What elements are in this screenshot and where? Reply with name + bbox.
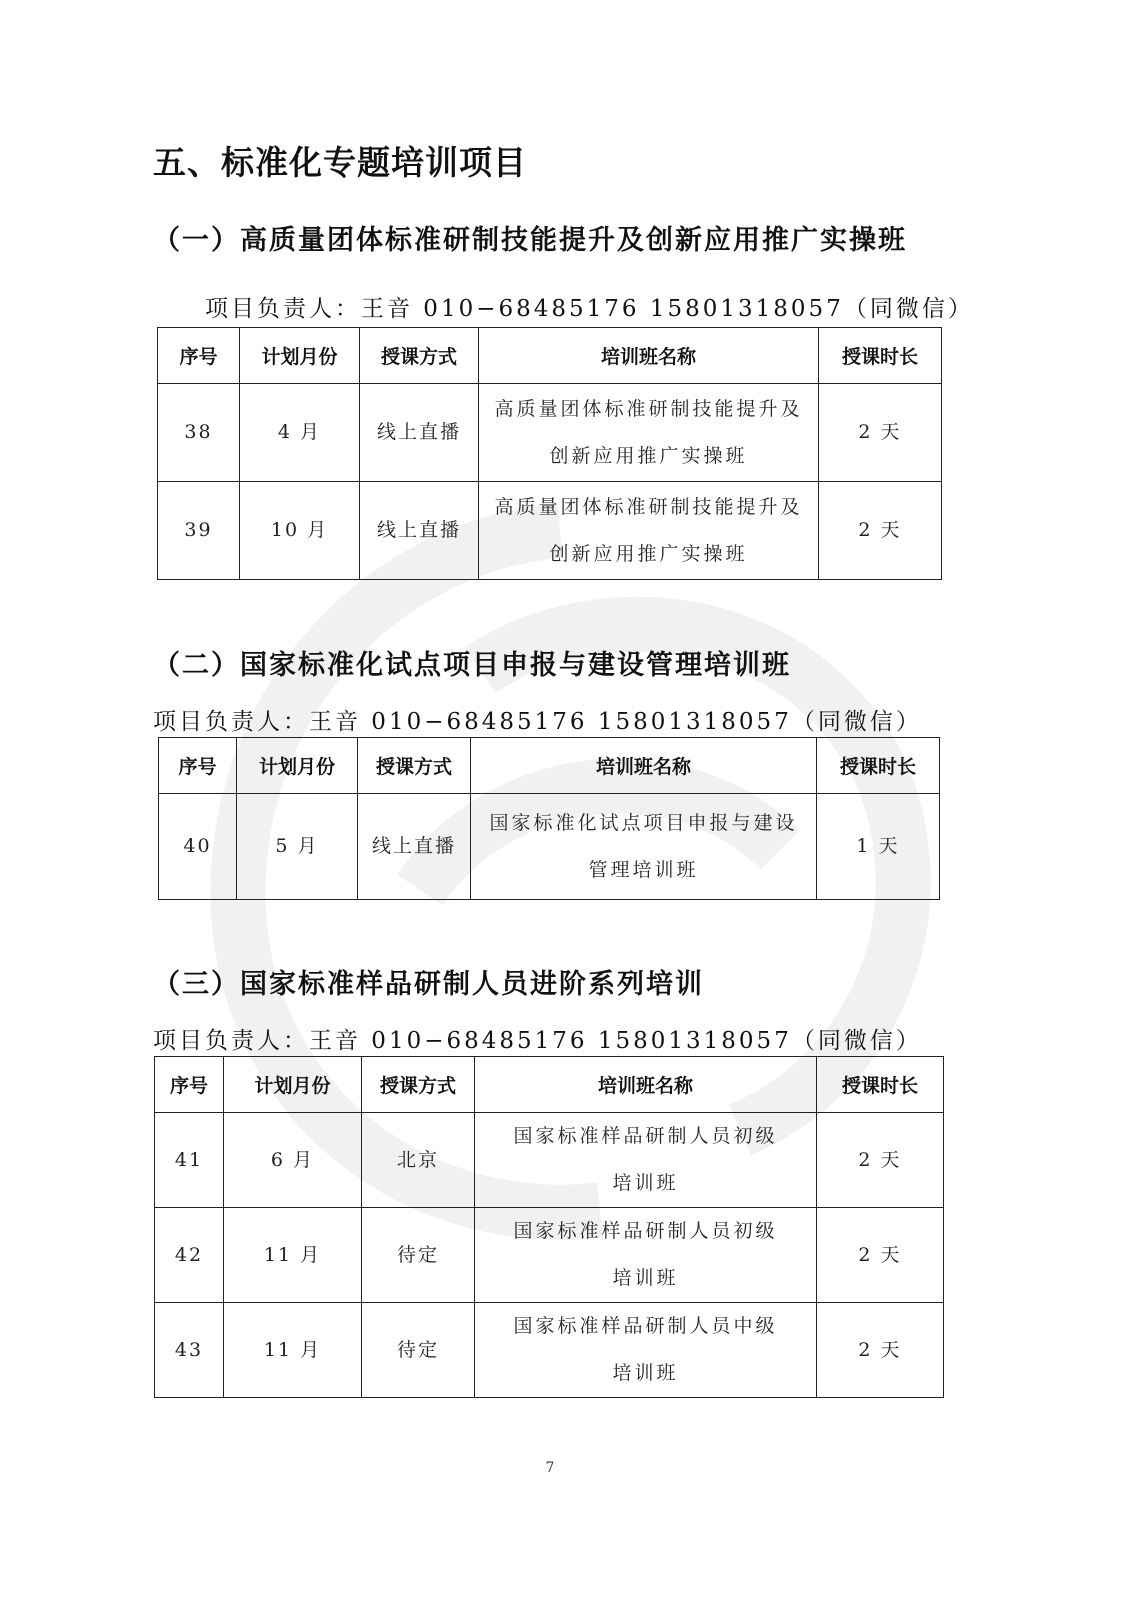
cell-duration: 2 天 <box>817 1208 944 1303</box>
cell-duration: 2 天 <box>819 482 942 580</box>
cell-mode: 北京 <box>362 1113 475 1208</box>
course-line-2: 培训班 <box>612 1172 679 1194</box>
course-line-1: 国家标准化试点项目申报与建设 <box>489 811 798 834</box>
header-mode: 授课方式 <box>358 738 471 794</box>
header-month: 计划月份 <box>240 328 360 384</box>
contact-line-3: 项目负责人：王音 010−68485176 15801318057（同微信） <box>153 1028 922 1054</box>
course-line-2: 培训班 <box>612 1267 679 1289</box>
section-title-3: （三）国家标准样品研制人员进阶系列培训 <box>153 969 704 1000</box>
header-month: 计划月份 <box>224 1057 362 1113</box>
cell-duration: 2 天 <box>817 1303 944 1398</box>
section-title-1: （一）高质量团体标准研制技能提升及创新应用推广实操班 <box>153 225 907 256</box>
header-duration: 授课时长 <box>819 328 942 384</box>
course-line-1: 高质量团体标准研制技能提升及 <box>494 397 803 420</box>
header-duration: 授课时长 <box>817 1057 944 1113</box>
course-line-1: 国家标准样品研制人员初级 <box>513 1220 778 1242</box>
cell-month: 11 月 <box>224 1208 362 1303</box>
table-row <box>158 482 942 580</box>
cell-course <box>471 794 817 900</box>
table-header-row <box>158 328 942 384</box>
header-no: 序号 <box>158 328 240 384</box>
cell-mode: 待定 <box>362 1303 475 1398</box>
cell-mode: 线上直播 <box>360 482 479 580</box>
course-line-2: 培训班 <box>612 1362 679 1384</box>
table-row <box>155 1303 944 1398</box>
header-course: 培训班名称 <box>475 1057 817 1113</box>
header-mode: 授课方式 <box>360 328 479 384</box>
header-no: 序号 <box>155 1057 224 1113</box>
header-month: 计划月份 <box>237 738 358 794</box>
cell-month: 10 月 <box>240 482 360 580</box>
header-no: 序号 <box>159 738 237 794</box>
course-line-2: 管理培训班 <box>588 858 699 881</box>
cell-no: 40 <box>159 794 237 900</box>
cell-no: 39 <box>158 482 240 580</box>
cell-duration: 2 天 <box>817 1113 944 1208</box>
course-line-1: 高质量团体标准研制技能提升及 <box>494 495 803 518</box>
page-number: 7 <box>545 1460 555 1476</box>
contact-line-2: 项目负责人：王音 010−68485176 15801318057（同微信） <box>153 709 922 735</box>
table-row <box>155 1208 944 1303</box>
schedule-table-3 <box>154 1056 944 1398</box>
cell-no: 43 <box>155 1303 224 1398</box>
table-row <box>158 384 942 482</box>
cell-course <box>475 1113 817 1208</box>
cell-mode: 待定 <box>362 1208 475 1303</box>
cell-month: 5 月 <box>237 794 358 900</box>
header-mode: 授课方式 <box>362 1057 475 1113</box>
cell-no: 38 <box>158 384 240 482</box>
course-line-2: 创新应用推广实操班 <box>549 444 748 467</box>
cell-mode: 线上直播 <box>360 384 479 482</box>
header-duration: 授课时长 <box>817 738 940 794</box>
cell-duration: 1 天 <box>817 794 940 900</box>
cell-mode: 线上直播 <box>358 794 471 900</box>
cell-course <box>479 384 819 482</box>
cell-month: 4 月 <box>240 384 360 482</box>
section-title-2: （二）国家标准化试点项目申报与建设管理培训班 <box>153 650 791 681</box>
table-row <box>155 1113 944 1208</box>
cell-duration: 2 天 <box>819 384 942 482</box>
cell-month: 6 月 <box>224 1113 362 1208</box>
cell-no: 41 <box>155 1113 224 1208</box>
header-course: 培训班名称 <box>471 738 817 794</box>
course-line-1: 国家标准样品研制人员初级 <box>513 1125 778 1147</box>
course-line-2: 创新应用推广实操班 <box>549 542 748 565</box>
table-header-row <box>159 738 940 794</box>
cell-no: 42 <box>155 1208 224 1303</box>
cell-course <box>475 1208 817 1303</box>
cell-course <box>479 482 819 580</box>
contact-line-1: 项目负责人：王音 010−68485176 15801318057（同微信） <box>205 296 974 322</box>
table-header-row <box>155 1057 944 1113</box>
schedule-table-1 <box>157 327 942 580</box>
course-line-1: 国家标准样品研制人员中级 <box>513 1315 778 1337</box>
page-title: 五、标准化专题培训项目 <box>153 143 527 182</box>
cell-month: 11 月 <box>224 1303 362 1398</box>
header-course: 培训班名称 <box>479 328 819 384</box>
schedule-table-2 <box>158 737 940 900</box>
cell-course <box>475 1303 817 1398</box>
table-row <box>159 794 940 900</box>
